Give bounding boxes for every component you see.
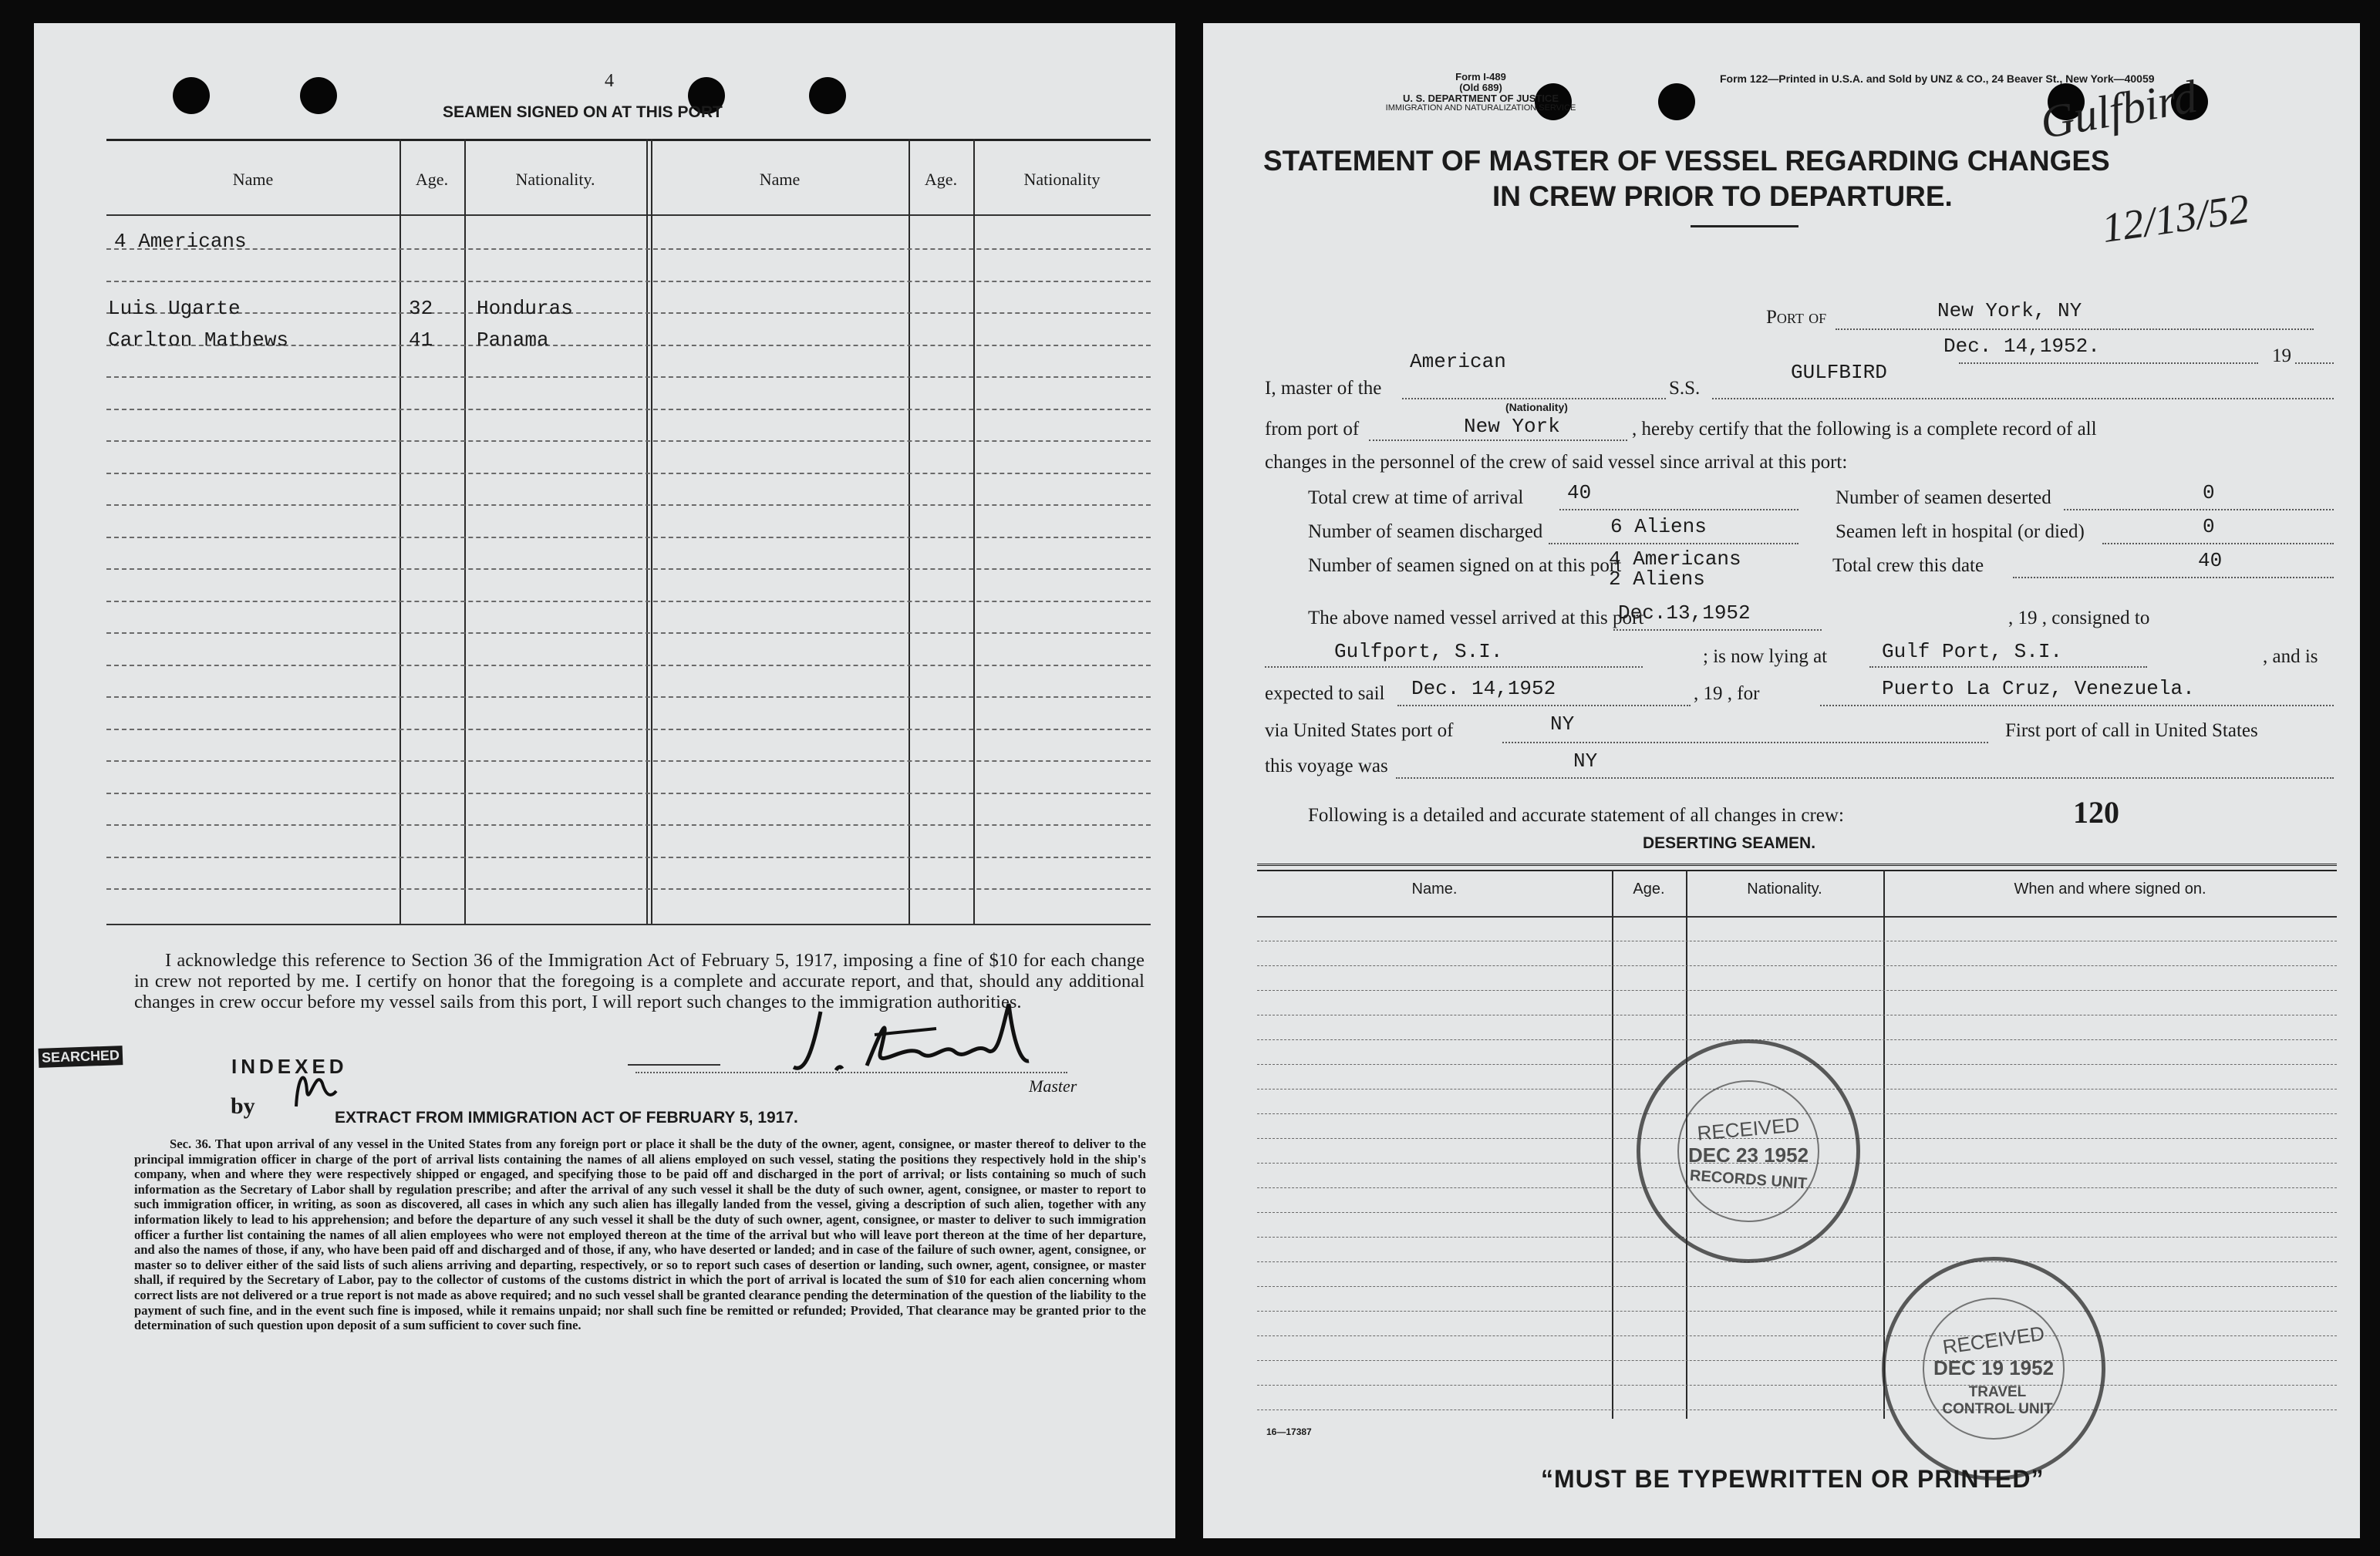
expected-label: expected to sail (1265, 683, 1385, 704)
column-header-nationality: Nationality. (515, 170, 595, 189)
by-label: by (231, 1093, 255, 1119)
hospital-label: Seamen left in hospital (or died) (1836, 521, 2085, 542)
discharged-value: 6 Aliens (1610, 515, 1707, 538)
destination-value: Puerto La Cruz, Venezuela. (1882, 677, 2195, 700)
year-suffix: 19 (2272, 345, 2291, 366)
indexed-stamp: INDEXED (231, 1055, 348, 1078)
deserting-header-name: Name. (1411, 881, 1458, 898)
received-records-unit-stamp (1637, 1039, 1860, 1263)
form-number: Form I-489 (1455, 71, 1506, 83)
seaman-name: Carlton Mathews (108, 328, 289, 352)
via-port-value: NY (1550, 712, 1575, 736)
left-page (34, 23, 1175, 1538)
column-header-age-2: Age. (924, 170, 958, 189)
statement-date: Dec. 14,1952. (1943, 335, 2100, 358)
consignee-value: Gulfport, S.I. (1334, 640, 1503, 663)
total-crew-arrival-value: 40 (1567, 481, 1592, 504)
deserted-label: Number of seamen deserted (1836, 487, 2051, 508)
arrived-label: The above named vessel arrived at this port (1308, 608, 1644, 628)
signed-on-label: Number of seamen signed on at this port (1308, 555, 1622, 576)
master-of-label: I, master of the (1265, 378, 1382, 399)
column-header-name-2: Name (759, 170, 801, 189)
total-crew-arrival-label: Total crew at time of arrival (1308, 487, 1524, 508)
page-number: 4 (605, 71, 614, 91)
vessel-nationality: American (1410, 350, 1506, 373)
stamp1-title: RECEIVED (1696, 1113, 1801, 1145)
seaman-nationality: Honduras (477, 297, 573, 320)
footer-code: 16—17387 (1266, 1426, 1312, 1437)
form-title-line1: STATEMENT OF MASTER OF VESSEL REGARDING CHANGES (1263, 145, 2110, 177)
certify-text: , hereby certify that the following is a complete record of all (1632, 419, 2097, 440)
changes-text: changes in the personnel of the crew of said vessel since arrival at this port: (1265, 452, 1848, 473)
for-label: , 19 , for (1694, 683, 1760, 704)
section-title: SEAMEN SIGNED ON AT THIS PORT (443, 103, 723, 121)
total-crew-date-value: 40 (2198, 549, 2223, 572)
lying-at-value: Gulf Port, S.I. (1882, 640, 2063, 663)
punch-hole (173, 77, 210, 114)
initials-signature (288, 1060, 342, 1114)
first-port-label: First port of call in United States (2005, 720, 2258, 741)
column-header-age: Age. (415, 170, 449, 189)
deserting-header-signed-on: When and where signed on. (2014, 881, 2206, 898)
seaman-name: Luis Ugarte (108, 297, 241, 320)
form-title-line2: IN CREW PRIOR TO DEPARTURE. (1492, 180, 1953, 212)
footer-notice: “MUST BE TYPEWRITTEN OR PRINTED” (1541, 1465, 2045, 1493)
seamen-signed-on-table (106, 139, 1151, 925)
deserting-title: DESERTING SEAMEN. (1643, 834, 1816, 852)
column-header-name: Name (232, 170, 274, 189)
punch-hole (300, 77, 337, 114)
stamp2-title: RECEIVED (1941, 1321, 2046, 1359)
punch-hole (1658, 83, 1695, 120)
ss-label: S.S. (1669, 378, 1701, 399)
acknowledgment-text: I acknowledge this reference to Section 36 of the Immigration Act of February 5, 1917, imposing a fine of $10 for each change in crew not reported by me. I certify on honor that the foregoing is a complete and accurate report, and that, should any additional changes in crew occur before my vessel sails from this port, I will report such changes to the immigration authorities. (134, 950, 1144, 1012)
vessel-name: GULFBIRD (1791, 361, 1887, 384)
hospital-value: 0 (2203, 515, 2215, 538)
punch-hole (809, 77, 846, 114)
handwritten-date: 12/13/52 (2099, 184, 2253, 252)
port-of-value: New York, NY (1937, 299, 2082, 322)
right-page (1203, 23, 2360, 1538)
stamp2-date: DEC 19 1952 (1933, 1356, 2055, 1379)
expected-value: Dec. 14,1952 (1411, 677, 1556, 700)
stamp2-unit: TRAVEL CONTROL UNIT (1942, 1384, 2053, 1417)
department: U. S. DEPARTMENT OF JUSTICE (1403, 93, 1559, 104)
deserting-header-nationality: Nationality. (1747, 881, 1822, 898)
master-signature (790, 996, 1044, 1081)
seaman-nationality: Panama (477, 328, 549, 352)
signed-on-americans: 4 Americans (1609, 547, 1741, 571)
following-label: Following is a detailed and accurate statement of all changes in crew: (1308, 805, 1844, 826)
received-travel-control-stamp (1882, 1257, 2105, 1480)
nationality-caption: (Nationality) (1505, 401, 1568, 413)
port-of-label: Port of (1766, 307, 1827, 328)
printer-line: Form 122—Printed in U.S.A. and Sold by UNZ & CO., 24 Beaver St., New York—40059 (1720, 72, 2155, 85)
arrived-value: Dec.13,1952 (1618, 601, 1751, 625)
consigned-label: , 19 , consigned to (2008, 608, 2150, 628)
seaman-age: 41 (409, 328, 433, 352)
searched-stamp: SEARCHED (39, 1046, 123, 1068)
extract-text: Sec. 36. That upon arrival of any vessel in the United States from any foreign port or place it shall be the duty of the owner, agent, consignee, or master thereof to deliver to the principal immigration officer in charge of the port of arrival lists containing the names of all aliens employed on such vessel, stating the positions they respectively hold in the ship's company, when and where they were respectively shipped or engaged, and specifying those to be paid off and discharged in the port of arrival; or lists containing so much of such information as the Secretary of Labor shall by regulation prescribe; and after the arrival of any such vessel it shall be the duty of such owner, agent, consignee, or master to report to such immigration officer, in writing, as soon as discovered, all cases in which any such alien has illegally landed from the vessel, giving a description of such alien, together with any information likely to lead to his apprehension; and before the departure of any such vessel it shall be the duty of such owner, agent, consignee, or master to deliver to such immigration officer a further list containing the names of all alien employees who were not employed thereon at the time of the arrival but who will leave port thereon at the time of her departure, and also the names of those, if any, who have been paid off and discharged and of those, if any, who have deserted or landed; and in case of the failure of such owner, agent, consignee, or master so to deliver either of the said lists of such aliens arriving and departing, respectively, or so to report such cases of desertion or landing, such owner, agent, consignee, or master shall, if required by the Secretary of Labor, pay to the collector of customs of the customs district in which the port of arrival is located the sum of $10 for each alien concerning whom correct lists are not delivered or a true report is not made as above required; and no such vessel shall be granted clearance pending the determination of the question of the liability to the payment of such fine, and in the event such fine is imposed, while it remains unpaid; nor shall such fine be remitted or refunded; Provided, That clearance may be granted prior to the determination of such question upon deposit of a sum sufficient to cover such fine. (134, 1137, 1146, 1333)
deserted-value: 0 (2203, 481, 2215, 504)
lying-at-label: ; is now lying at (1703, 646, 1828, 667)
seaman-age: 32 (409, 297, 433, 320)
discharged-label: Number of seamen discharged (1308, 521, 1543, 542)
voyage-label: this voyage was (1265, 756, 1388, 776)
and-is-label: , and is (2263, 646, 2318, 667)
stamp1-date: DEC 23 1952 (1687, 1143, 1809, 1167)
old-form-number: (Old 689) (1459, 82, 1502, 93)
stamp1-unit: RECORDS UNIT (1689, 1167, 1808, 1193)
changes-number: 120 (2073, 795, 2119, 830)
via-port-label: via United States port of (1265, 720, 1454, 741)
signed-on-aliens: 2 Aliens (1609, 568, 1705, 591)
handwritten-vessel-name: Gulfbird (2036, 70, 2201, 149)
total-crew-date-label: Total crew this date (1832, 555, 1984, 576)
from-port-value: New York (1464, 415, 1560, 438)
master-label: Master (1029, 1076, 1077, 1096)
group-note: 4 Americans (114, 230, 247, 253)
service: IMMIGRATION AND NATURALIZATION SERVICE (1385, 103, 1576, 113)
voyage-value: NY (1573, 749, 1598, 773)
from-port-label: from port of (1265, 419, 1360, 440)
deserting-header-age: Age. (1633, 881, 1665, 898)
column-header-nationality-2: Nationality (1023, 170, 1101, 189)
extract-title: EXTRACT FROM IMMIGRATION ACT OF FEBRUARY 5, 1917. (335, 1109, 798, 1127)
